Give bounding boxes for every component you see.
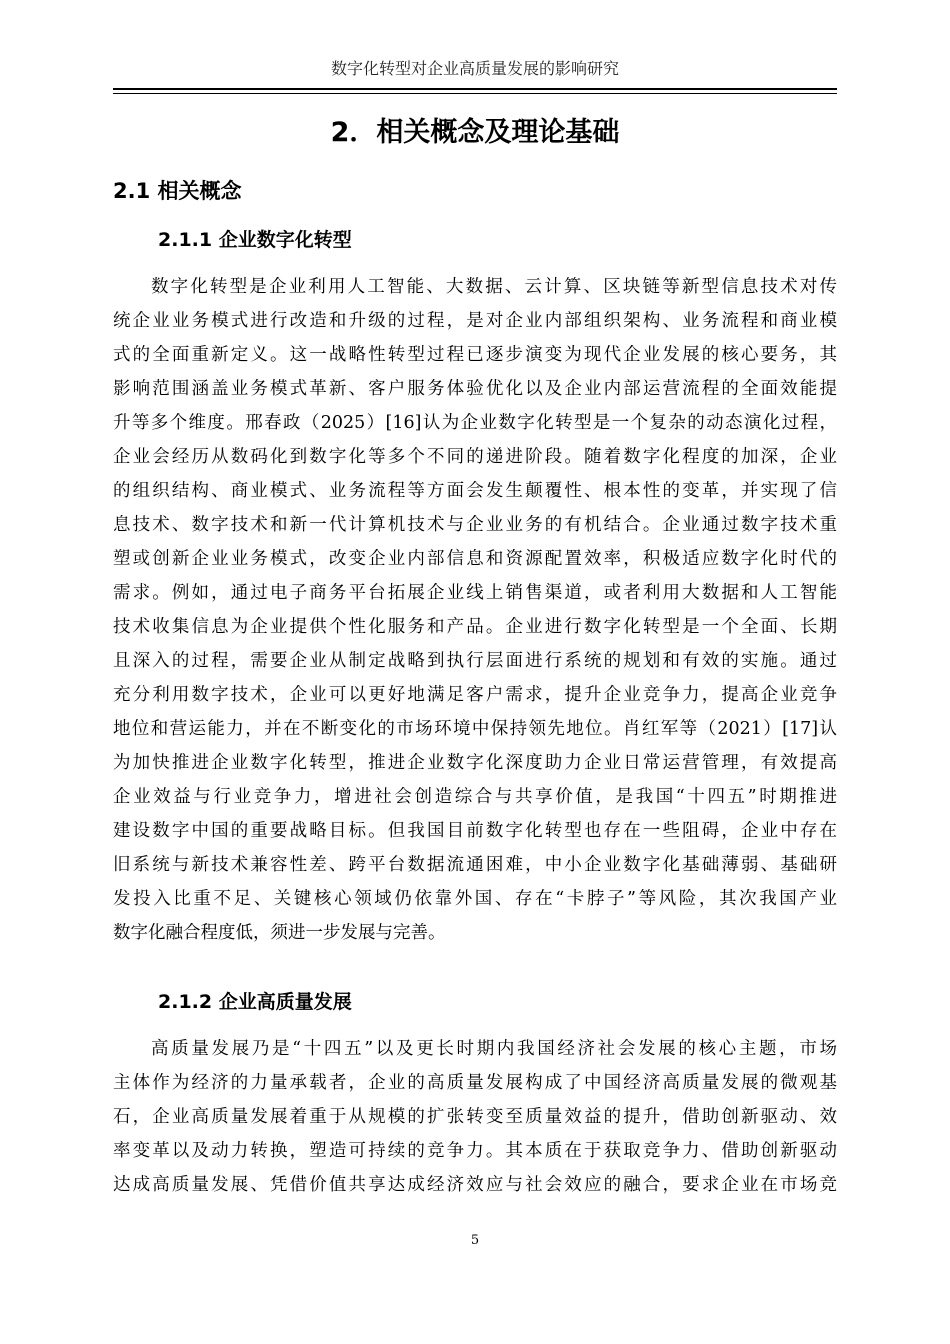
section-heading-2-1: 2.1 相关概念: [113, 179, 242, 203]
paragraph-line: 式的全面重新定义。这一战略性转型过程已逐步演变为现代企业发展的核心要务，其: [113, 345, 837, 365]
paragraph-line: 高质量发展乃是“十四五”以及更长时期内我国经济社会发展的核心主题，市场: [151, 1039, 837, 1059]
paragraph-digital-transformation: [113, 270, 837, 950]
paragraph-line: 技术收集信息为企业提供个性化服务和产品。企业进行数字化转型是一个全面、长期: [113, 617, 837, 637]
paragraph-line: 塑或创新企业业务模式，改变企业内部信息和资源配置效率，积极适应数字化时代的: [113, 549, 837, 569]
header-rule-thick: [113, 88, 837, 90]
paragraph-high-quality-development: [113, 1032, 837, 1202]
paragraph-line: 数字化融合程度低，须进一步发展与完善。: [113, 923, 446, 943]
section-heading-2-1-1: 2.1.1 企业数字化转型: [158, 229, 352, 251]
paragraph-line: 统企业业务模式进行改造和升级的过程，是对企业内部组织架构、业务流程和商业模: [113, 311, 837, 331]
paragraph-line: 达成高质量发展、凭借价值共享达成经济效应与社会效应的融合，要求企业在市场竞: [113, 1175, 837, 1195]
paragraph-line: 建设数字中国的重要战略目标。但我国目前数字化转型也存在一些阻碍，企业中存在: [113, 821, 837, 841]
section-heading-2-1-2: 2.1.2 企业高质量发展: [158, 991, 352, 1013]
paragraph-line: 率变革以及动力转换，塑造可持续的竞争力。其本质在于获取竞争力、借助创新驱动: [113, 1141, 837, 1161]
paragraph-line: 息技术、数字技术和新一代计算机技术与企业业务的有机结合。企业通过数字技术重: [113, 515, 837, 535]
paragraph-line: 升等多个维度。邢春政（2025）[16]认为企业数字化转型是一个复杂的动态演化过程，: [113, 413, 837, 433]
paragraph-line: 主体作为经济的力量承载者，企业的高质量发展构成了中国经济高质量发展的微观基: [113, 1073, 837, 1093]
chapter-title: 2．相关概念及理论基础: [330, 117, 620, 148]
paragraph-line: 企业效益与行业竞争力，增进社会创造综合与共享价值，是我国“十四五”时期推进: [113, 787, 837, 807]
paragraph-line: 的组织结构、商业模式、业务流程等方面会发生颠覆性、根本性的变革，并实现了信: [113, 481, 837, 501]
paragraph-line: 发投入比重不足、关键核心领域仍依靠外国、存在“卡脖子”等风险，其次我国产业: [113, 889, 837, 909]
paragraph-line: 企业会经历从数码化到数字化等多个不同的递进阶段。随着数字化程度的加深，企业: [113, 447, 837, 467]
paragraph-line: 旧系统与新技术兼容性差、跨平台数据流通困难，中小企业数字化基础薄弱、基础研: [113, 855, 837, 875]
paragraph-line: 影响范围涵盖业务模式革新、客户服务体验优化以及企业内部运营流程的全面效能提: [113, 379, 837, 399]
paragraph-line: 为加快推进企业数字化转型，推进企业数字化深度助力企业日常运营管理，有效提高: [113, 753, 837, 773]
page-number: 5: [470, 1233, 480, 1248]
running-header: 数字化转型对企业高质量发展的影响研究: [330, 59, 619, 78]
header-rule-thin: [113, 93, 837, 94]
paragraph-line: 地位和营运能力，并在不断变化的市场环境中保持领先地位。肖红军等（2021）[17]认: [113, 719, 837, 739]
paragraph-line: 充分利用数字技术，企业可以更好地满足客户需求，提升企业竞争力，提高企业竞争: [113, 685, 837, 705]
paragraph-line: 且深入的过程，需要企业从制定战略到执行层面进行系统的规划和有效的实施。通过: [113, 651, 837, 671]
paragraph-line: 需求。例如，通过电子商务平台拓展企业线上销售渠道，或者利用大数据和人工智能: [113, 583, 837, 603]
paragraph-line: 石，企业高质量发展着重于从规模的扩张转变至质量效益的提升，借助创新驱动、效: [113, 1107, 837, 1127]
paragraph-line: 数字化转型是企业利用人工智能、大数据、云计算、区块链等新型信息技术对传: [151, 277, 837, 297]
